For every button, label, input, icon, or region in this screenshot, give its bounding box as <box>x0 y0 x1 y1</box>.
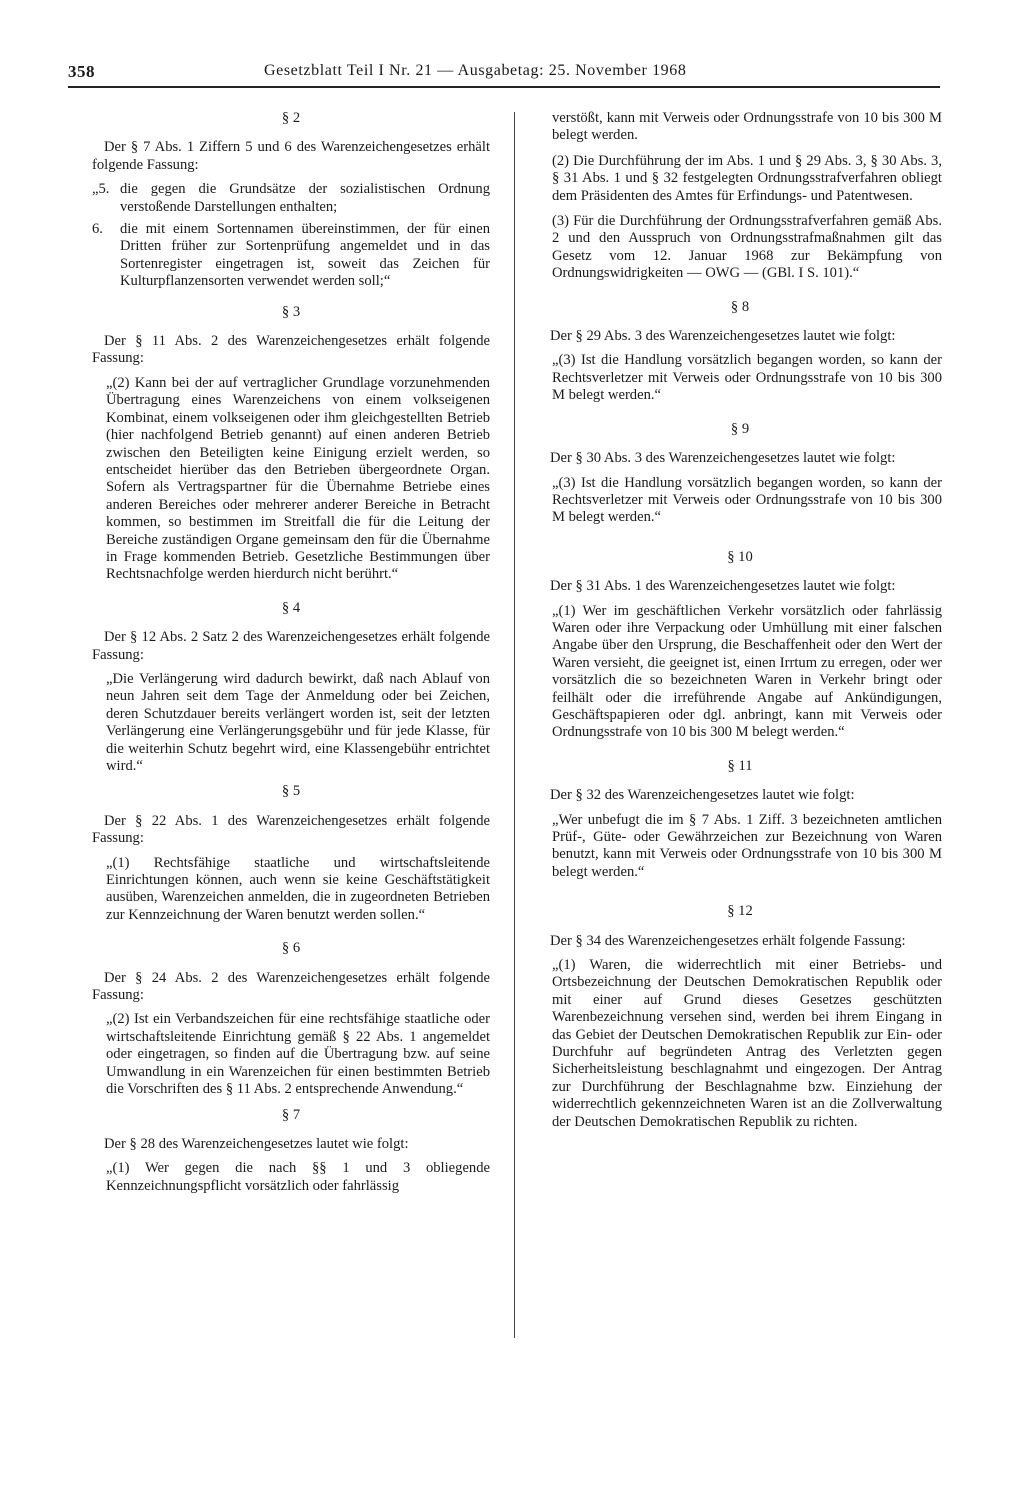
section-intro: Der § 12 Abs. 2 Satz 2 des Warenzeichengesetzes erhält folgende Fassung: <box>92 629 490 663</box>
section-intro: Der § 28 des Warenzeichengesetzes lautet wie folgt: <box>104 1135 409 1152</box>
column-divider <box>514 112 515 1338</box>
section-heading: § 5 <box>281 783 301 800</box>
left-column <box>92 110 490 1203</box>
section-intro: Der § 29 Abs. 3 des Warenzeichengesetzes lautet wie folgt: <box>550 328 896 345</box>
section-quote: „(2) Kann bei der auf vertraglicher Grundlage vorzunehmenden Übertragung eines Warenzeichens von einem volkseigenen Kombinat, einem volkseigenen oder ihm gleichgestellten Betrieb (hier nachfolgend Betrieb genannt) auf einen anderen Betrieb zwischen den Beteiligten keine Einigung erzielt werden, so entscheidet hierüber das den Betrieben übergeordnete Organ. Sofern als Vertragspartner für die Übernahme Betriebe eines anderen Bereiches oder mehrerer anderer Bereiche in Betracht kommen, so bestimmen im Streitfall die für die Leitung der Bereiche zuständigen Organe gemeinsam den für die Übernahme in Frage kommenden Betrieb. Gesetzliche Bestimmungen über Rechtsnachfolge werden hierdurch nicht berührt.“ <box>106 374 490 583</box>
section-heading: § 2 <box>281 110 301 126</box>
list-number: „5. <box>92 181 110 198</box>
section-intro: Der § 22 Abs. 1 des Warenzeichengesetzes erhält folgende Fassung: <box>92 812 490 847</box>
section-quote: „(1) Wer gegen die nach §§ 1 und 3 obliegende Kennzeichnungspflicht vorsätzlich oder fahrlässig <box>106 1160 490 1194</box>
section-intro: Der § 24 Abs. 2 des Warenzeichengesetzes erhält folgende Fassung: <box>92 969 490 1004</box>
section-quote: „(1) Wer im geschäftlichen Verkehr vorsätzlich oder fahrlässig Waren oder ihre Verpackung oder Umhüllung mit einer falschen Angabe über den Ursprung, die Beschaffenheit oder den Wert der Waren versieht, die geeignet ist, einen Irrtum zu erregen, oder wer vorsätzlich die so bezeichneten Waren in Verkehr bringt oder feilhält oder die irreführende Angabe auf Ankündigungen, Geschäftspapieren oder dgl. anbringt, kann mit Verweis oder Ordnungsstrafe von 10 bis 300 M belegt werden.“ <box>552 602 942 741</box>
section-intro: Der § 11 Abs. 2 des Warenzeichengesetzes erhält folgende Fassung: <box>92 333 490 367</box>
section-heading: § 6 <box>281 940 301 957</box>
section-quote: „(1) Waren, die widerrechtlich mit einer Betriebs- und Ortsbezeichnung der Deutschen Demokratischen Republik oder mit einer auf Grund dieses Gesetzes geschützten Warenbezeichnung versehen sind, werden bei ihrem Eingang in das Gebiet der Deutschen Demokratischen Republik zur Ein- oder Durchfuhr auf begründeten Antrag des Verletzten gegen Sicherheitsleistung beschlagnahmt und eingezogen. Der Antrag zur Durchführung der Beschlagnahme bzw. Einziehung der widerrechtlich gekennzeichneten Waren ist an die Zollverwaltung der Deutschen Demokratischen Republik zu richten. <box>552 957 942 1130</box>
section-intro: Der § 34 des Warenzeichengesetzes erhält folgende Fassung: <box>550 932 906 949</box>
section-paragraph: (2) Die Durchführung der im Abs. 1 und § 29 Abs. 3, § 30 Abs. 3, § 31 Abs. 1 und § 32 festgelegten Ordnungsstrafverfahren obliegt dem Präsidenten des Amtes für Erfindungs- und Patentwesen. <box>552 152 942 204</box>
section-quote: „(3) Ist die Handlung vorsätzlich begangen worden, so kann der Rechtsverletzer mit Verweis oder Ordnungsstrafe von 10 bis 300 M belegt werden.“ <box>552 352 942 404</box>
section-heading: § 12 <box>727 903 753 920</box>
list-item <box>92 221 490 291</box>
section-intro: Der § 7 Abs. 1 Ziffern 5 und 6 des Warenzeichengesetzes erhält folgende Fassung: <box>92 139 490 173</box>
list-number: 6. <box>92 221 103 238</box>
list-text: die mit einem Sortennamen übereinstimmen, der für einen Dritten früher zur Sortenprüfung angemeldet und in das Sortenregister eingetragen ist, soweit das Zeichen für Kulturpflanzensorten verwendet werden soll;“ <box>120 221 490 290</box>
section-paragraph: (3) Für die Durchführung der Ordnungsstrafverfahren gemäß Abs. 2 und den Ausspruch von Ordnungsstrafmaßnahmen gilt das Gesetz vom 12. Januar 1968 zur Bekämpfung von Ordnungswidrigkeiten — OWG — (GBl. I S. 101).“ <box>552 213 942 282</box>
section-quote: verstößt, kann mit Verweis oder Ordnungsstrafe von 10 bis 300 M belegt werden. <box>552 110 942 144</box>
page-header <box>68 62 940 88</box>
section-intro: Der § 31 Abs. 1 des Warenzeichengesetzes lautet wie folgt: <box>550 578 896 595</box>
section-quote: „(1) Rechtsfähige staatliche und wirtschaftsleitende Einrichtungen können, auch wenn sie keine Geschäftstätigkeit ausüben, Warenzeichen anmelden, die in zugeordneten Betrieben zur Kennzeichnung der Waren benutzt werden sollen.“ <box>106 854 490 923</box>
list-text: die gegen die Grundsätze der sozialistischen Ordnung verstoßende Darstellungen enthalten; <box>120 181 490 215</box>
header-title: Gesetzblatt Teil I Nr. 21 — Ausgabetag: 25. November 1968 <box>264 62 687 79</box>
section-heading: § 9 <box>730 420 750 437</box>
section-heading: § 10 <box>727 548 753 565</box>
section-intro: Der § 32 des Warenzeichengesetzes lautet wie folgt: <box>550 787 855 804</box>
section-quote: „(3) Ist die Handlung vorsätzlich begangen worden, so kann der Rechtsverletzer mit Verweis oder Ordnungsstrafe von 10 bis 300 M belegt werden.“ <box>552 474 942 526</box>
section-heading: § 4 <box>281 599 301 616</box>
page-number: 358 <box>68 62 95 81</box>
section-heading: § 7 <box>281 1106 301 1123</box>
section-heading: § 8 <box>730 298 750 315</box>
right-column <box>538 110 942 1139</box>
section-heading: § 11 <box>727 757 753 774</box>
section-quote: „Die Verlängerung wird dadurch bewirkt, daß nach Ablauf von neun Jahren seit dem Tage der Anmeldung oder bei Zeichen, deren Schutzdauer bereits verlängert worden ist, seit der letzten Verlängerung eine Verlängerungsgebühr und für jede Klasse, für die weiterhin Schutz begehrt wird, eine Klassengebühr entrichtet wird.“ <box>106 670 490 774</box>
section-quote: „(2) Ist ein Verbandszeichen für eine rechtsfähige staatliche oder wirtschaftsleitende Einrichtung gemäß § 22 Abs. 1 angemeldet oder eingetragen, so finden auf die Übertragung bzw. auf seine Umwandlung in ein Warenzeichen für einen bestimmten Betrieb die Vorschriften des § 11 Abs. 2 entsprechende Anwendung.“ <box>106 1011 490 1098</box>
section-intro: Der § 30 Abs. 3 des Warenzeichengesetzes lautet wie folgt: <box>550 450 896 467</box>
list-item <box>92 181 490 216</box>
section-heading: § 3 <box>281 303 301 320</box>
section-quote: „Wer unbefugt die im § 7 Abs. 1 Ziff. 3 bezeichneten amtlichen Prüf-, Güte- oder Gewährzeichen zur Bezeichnung von Waren benutzt, kann mit Verweis oder Ordnungsstrafe von 10 bis 300 M belegt werden.“ <box>552 811 942 880</box>
